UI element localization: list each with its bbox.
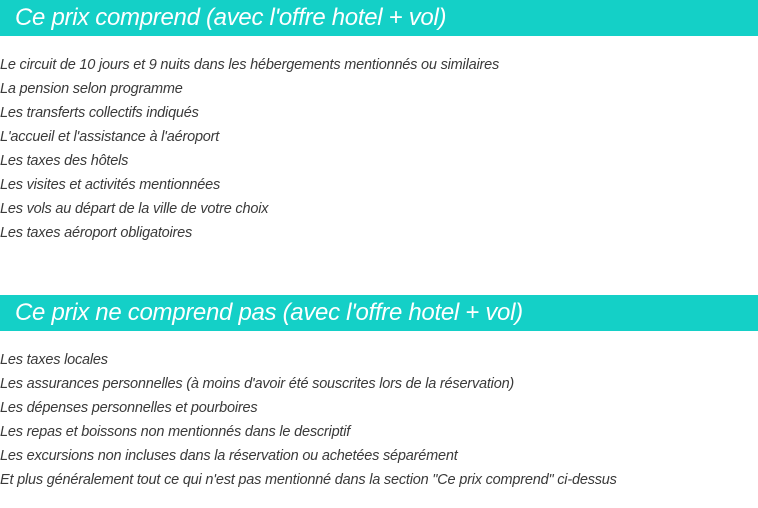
excluded-section-title: Ce prix ne comprend pas (avec l'offre hotel + vol) [0,295,758,331]
list-item: Les visites et activités mentionnées [0,177,221,193]
list-item: Les taxes aéroport obligatoires [0,225,193,241]
list-item: Le circuit de 10 jours et 9 nuits dans les hébergements mentionnés ou similaires [0,57,500,73]
list-item: Les excursions non incluses dans la réservation ou achetées séparément [0,448,458,464]
list-item: Les transferts collectifs indiqués [0,105,199,121]
list-item: Les assurances personnelles (à moins d'avoir été souscrites lors de la réservation) [0,376,515,392]
included-list [0,53,499,245]
list-item: Les vols au départ de la ville de votre choix [0,201,269,217]
list-item: Les repas et boissons non mentionnés dans le descriptif [0,424,351,440]
list-item: Les dépenses personnelles et pourboires [0,400,258,416]
excluded-list [0,348,617,492]
list-item: Et plus généralement tout ce qui n'est pas mentionné dans la section "Ce prix comprend" ci-dessus [0,472,617,488]
list-item: Les taxes locales [0,352,108,368]
list-item: Les taxes des hôtels [0,153,129,169]
list-item: L'accueil et l'assistance à l'aéroport [0,129,220,145]
list-item: La pension selon programme [0,81,183,97]
included-section-title: Ce prix comprend (avec l'offre hotel + vol) [0,0,758,36]
